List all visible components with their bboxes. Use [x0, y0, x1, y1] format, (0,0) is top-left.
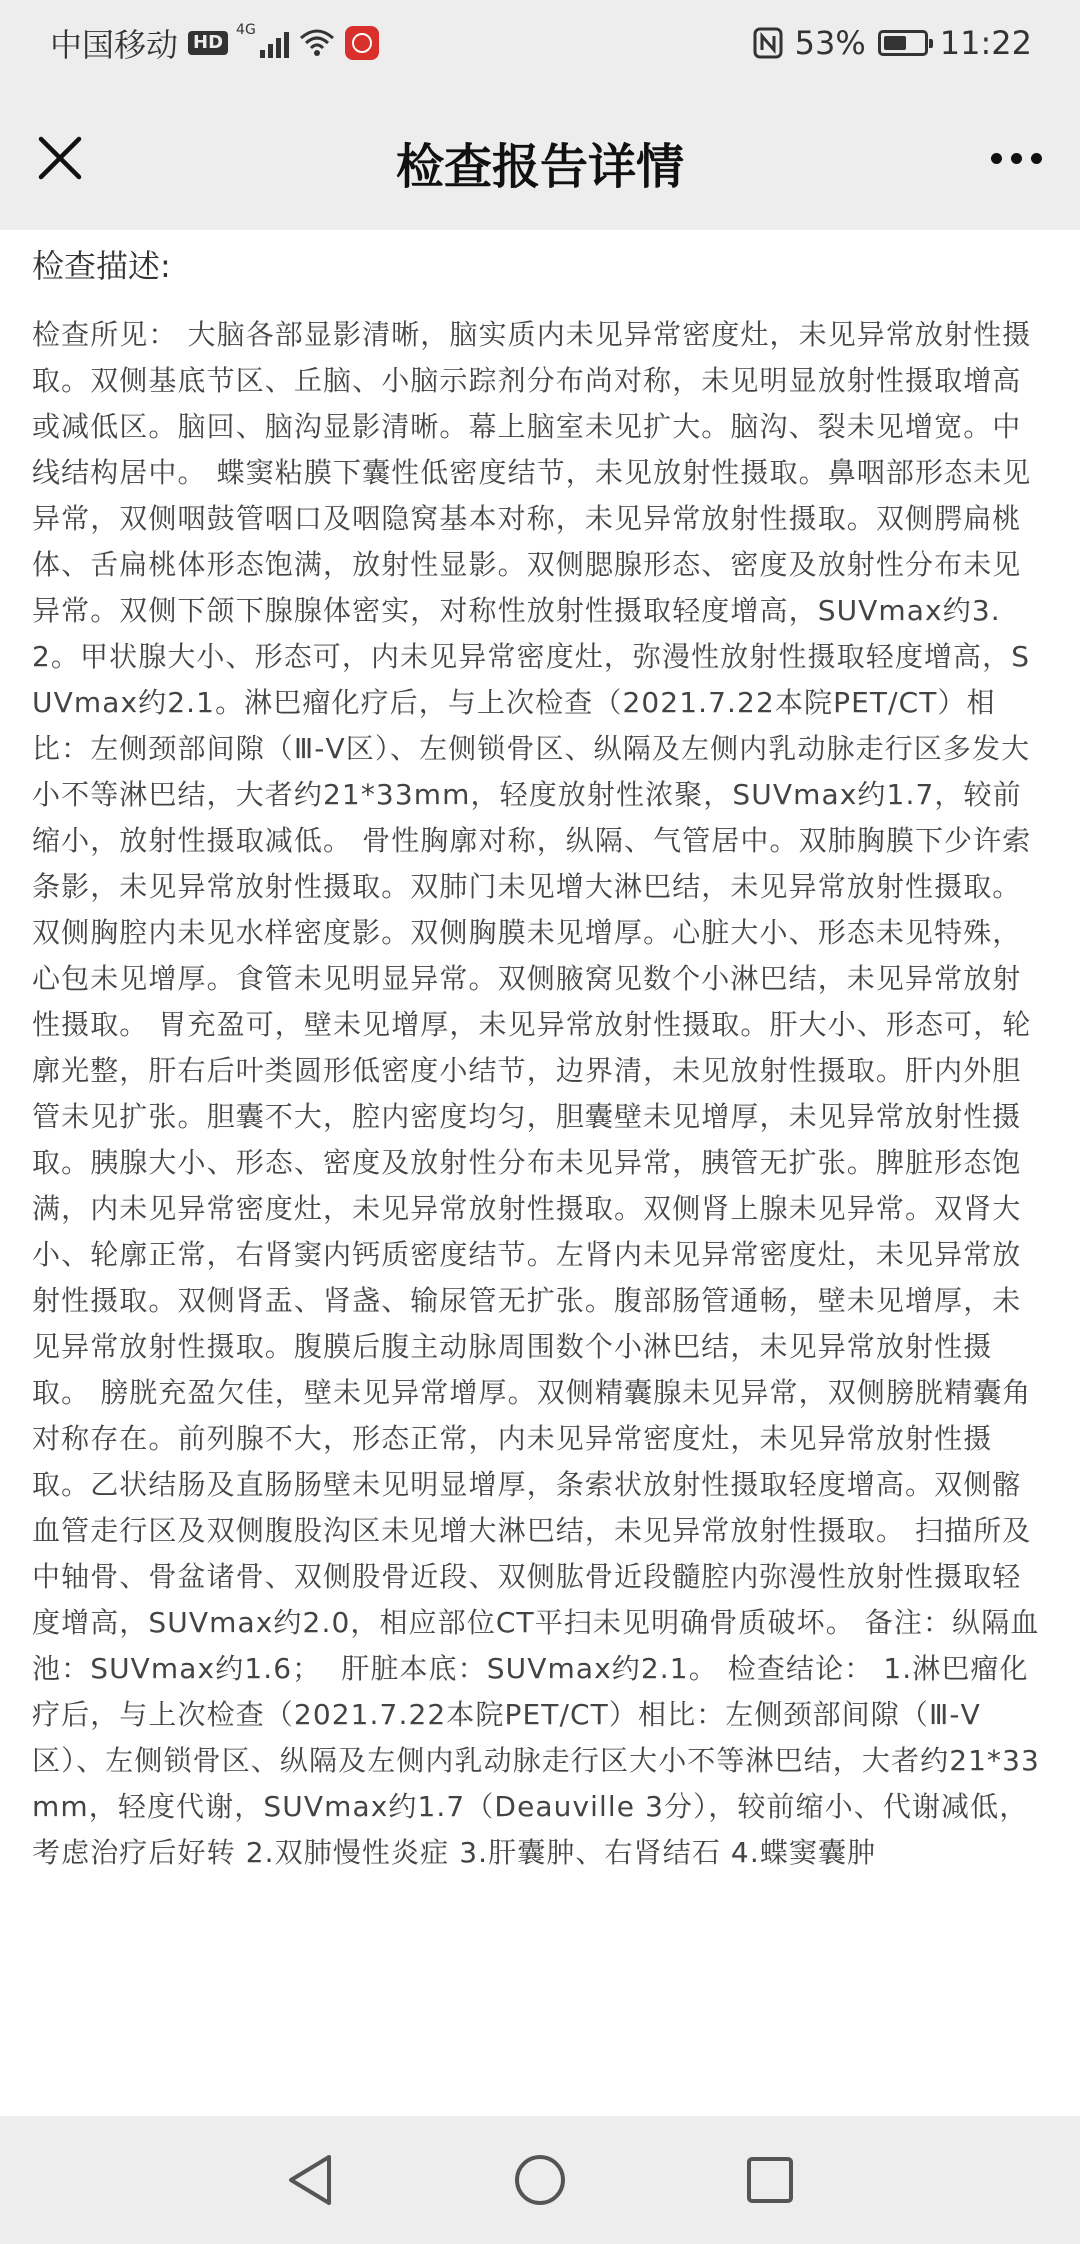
home-circle-icon — [512, 2152, 568, 2208]
battery-icon — [878, 30, 928, 56]
carrier-name: 中国移动 — [50, 26, 179, 64]
system-nav-bar — [0, 2116, 1080, 2244]
status-right — [753, 20, 1032, 66]
page-title: 检查报告详情 — [395, 139, 684, 195]
report-content — [32, 240, 1048, 1876]
nfc-icon — [753, 27, 783, 59]
more-button[interactable] — [980, 126, 1052, 190]
status-bar — [0, 0, 1080, 86]
recents-button[interactable] — [740, 2150, 800, 2210]
title-bar — [0, 86, 1080, 230]
battery-percent: 53% — [794, 24, 866, 62]
cellular-signal-icon — [236, 22, 289, 58]
more-dot — [991, 153, 1002, 164]
description-label: 检查描述: — [32, 247, 171, 285]
more-dot — [1011, 153, 1022, 164]
clock: 11:22 — [939, 24, 1032, 62]
hd-badge: HD — [188, 31, 228, 55]
status-left — [50, 20, 379, 66]
home-button[interactable] — [510, 2150, 570, 2210]
more-dot — [1031, 153, 1042, 164]
network-type: 4G — [236, 22, 256, 38]
recents-square-icon — [744, 2154, 796, 2206]
report-text: 检查所见： 大脑各部显影清晰，脑实质内未见异常密度灶，未见异常放射性摄取。双侧基底节区、丘脑、小脑示踪剂分布尚对称，未见明显放射性摄取增高或减低区。脑回、脑沟显影清晰。幕上脑室未见扩大。脑沟、裂未见增宽。中线结构居中。 蝶窦粘膜下囊性低密度结节，未见放射性摄取。鼻咽部形态未见异常，双侧咽鼓管咽口及咽隐窝基本对称，未见异常放射性摄取。双侧腭扁桃体、舌扁桃体形态饱满，放射性显影。双侧腮腺形态、密度及放射性分布未见异常。双侧下颌下腺腺体密实，对称性放射性摄取轻度增高，SUVmax约3.2。甲状腺大小、形态可，内未见异常密度灶，弥漫性放射性摄取轻度增高，SUVmax约2.1。淋巴瘤化疗后，与上次检查（2021.7.22本院PET/CT）相比：左侧颈部间隙（Ⅲ-Ⅴ区）、左侧锁骨区、纵隔及左侧内乳动脉走行区多发大小不等淋巴结，大者约21*33mm，轻度放射性浓聚，SUVmax约1.7，较前缩小，放射性摄取减低。 骨性胸廓对称，纵隔、气管居中。双肺胸膜下少许索条影，未见异常放射性摄取。双肺门未见增大淋巴结，未见异常放射性摄取。双侧胸腔内未见水样密度影。双侧胸膜未见增厚。心脏大小、形态未见特殊，心包未见增厚。食管未见明显异常。双侧腋窝见数个小淋巴结，未见异常放射性摄取。 胃充盈可，壁未见增厚，未见异常放射性摄取。肝大小、形态可，轮廓光整，肝右后叶类圆形低密度小结节，边界清，未见放射性摄取。肝内外胆管未见扩张。胆囊不大，腔内密度均匀，胆囊壁未见增厚，未见异常放射性摄取。胰腺大小、形态、密度及放射性分布未见异常，胰管无扩张。脾脏形态饱满，内未见异常密度灶，未见异常放射性摄取。双侧肾上腺未见异常。双肾大小、轮廓正常，右肾窦内钙质密度结节。左肾内未见异常密度灶，未见异常放射性摄取。双侧肾盂、肾盏、输尿管无扩张。腹部肠管通畅，壁未见增厚，未见异常放射性摄取。腹膜后腹主动脉周围数个小淋巴结，未见异常放射性摄取。 膀胱充盈欠佳，壁未见异常增厚。双侧精囊腺未见异常，双侧膀胱精囊角对称存在。前列腺不大，形态正常，内未见异常密度灶，未见异常放射性摄取。乙状结肠及直肠肠壁未见明显增厚，条索状放射性摄取轻度增高。双侧髂血管走行区及双侧腹股沟区未见增大淋巴结，未见异常放射性摄取。 扫描所及中轴骨、骨盆诸骨、双侧股骨近段、双侧肱骨近段髓腔内弥漫性放射性摄取轻度增高，SUVmax约2.0，相应部位CT平扫未见明确骨质破坏。 备注：纵隔血池：SUVmax约1.6； 肝脏本底：SUVmax约2.1。 检查结论： 1.淋巴瘤化疗后，与上次检查（2021.7.22本院PET/CT）相比：左侧颈部间隙（Ⅲ-Ⅴ区）、左侧锁骨区、纵隔及左侧内乳动脉走行区大小不等淋巴结，大者约21*33mm，轻度代谢，SUVmax约1.7（Deauville 3分），较前缩小、代谢减低，考虑治疗后好转 2.双肺慢性炎症 3.肝囊肿、右肾结石 4.蝶窦囊肿 — [32, 318, 1040, 1869]
back-triangle-icon — [285, 2153, 335, 2207]
back-button[interactable] — [280, 2150, 340, 2210]
wifi-icon — [299, 28, 335, 58]
app-notification-icon — [345, 26, 379, 60]
